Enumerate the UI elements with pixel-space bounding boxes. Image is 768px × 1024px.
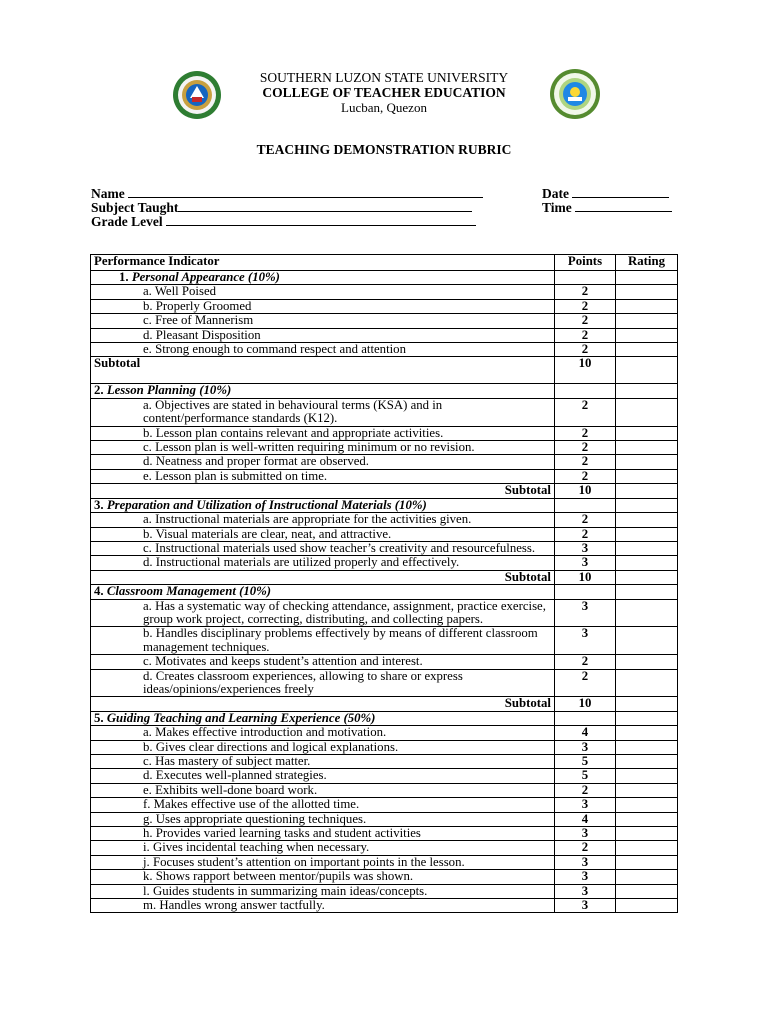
time-label: Time bbox=[542, 200, 572, 215]
indicator-points: 4 bbox=[555, 812, 616, 826]
category-title bbox=[91, 711, 555, 725]
indicator-text: a. Makes effective introduction and motivation. bbox=[91, 726, 555, 740]
category-title bbox=[91, 498, 555, 512]
subtotal-row bbox=[91, 357, 678, 384]
indicator-points: 2 bbox=[555, 343, 616, 357]
table-row bbox=[91, 769, 678, 783]
header-points: Points bbox=[555, 255, 616, 271]
category-points-cell bbox=[555, 711, 616, 725]
category-name: Lesson Planning (10%) bbox=[106, 383, 232, 398]
date-field[interactable] bbox=[542, 186, 669, 201]
indicator-text: a. Well Poised bbox=[91, 285, 555, 299]
college-name: COLLEGE OF TEACHER EDUCATION bbox=[262, 85, 506, 100]
indicator-text: c. Instructional materials used show teacher’s creativity and resourcefulness. bbox=[91, 541, 555, 555]
table-row bbox=[91, 398, 678, 426]
table-row bbox=[91, 426, 678, 440]
indicator-points: 3 bbox=[555, 740, 616, 754]
table-row bbox=[91, 841, 678, 855]
rating-cell[interactable] bbox=[616, 855, 678, 869]
indicator-points: 3 bbox=[555, 855, 616, 869]
subtotal-row bbox=[91, 484, 678, 498]
category-rating-cell[interactable] bbox=[616, 585, 678, 599]
grade-blank[interactable] bbox=[166, 214, 476, 226]
rating-cell[interactable] bbox=[616, 441, 678, 455]
indicator-points: 5 bbox=[555, 769, 616, 783]
category-points-cell bbox=[555, 498, 616, 512]
indicator-points: 4 bbox=[555, 726, 616, 740]
subtotal-row bbox=[91, 570, 678, 584]
category-number: 1. bbox=[119, 270, 129, 284]
category-title bbox=[91, 271, 555, 285]
rating-cell[interactable] bbox=[616, 527, 678, 541]
category-rating-cell[interactable] bbox=[616, 711, 678, 725]
grade-field[interactable] bbox=[91, 214, 476, 229]
category-row bbox=[91, 585, 678, 599]
rating-cell[interactable] bbox=[616, 740, 678, 754]
subtotal-rating-cell[interactable] bbox=[616, 570, 678, 584]
table-row bbox=[91, 855, 678, 869]
table-row bbox=[91, 812, 678, 826]
category-rating-cell[interactable] bbox=[616, 384, 678, 398]
date-blank[interactable] bbox=[572, 186, 669, 198]
indicator-points: 2 bbox=[555, 398, 616, 426]
location: Lucban, Quezon bbox=[341, 100, 427, 115]
rating-cell[interactable] bbox=[616, 899, 678, 913]
table-row bbox=[91, 441, 678, 455]
indicator-text: e. Strong enough to command respect and attention bbox=[91, 343, 555, 357]
indicator-text: a. Instructional materials are appropriate for the activities given. bbox=[91, 513, 555, 527]
table-row bbox=[91, 884, 678, 898]
rating-cell[interactable] bbox=[616, 798, 678, 812]
indicator-text: b. Properly Groomed bbox=[91, 299, 555, 313]
table-row bbox=[91, 783, 678, 797]
table-row bbox=[91, 870, 678, 884]
table-row bbox=[91, 469, 678, 483]
table-row bbox=[91, 299, 678, 313]
rating-cell[interactable] bbox=[616, 285, 678, 299]
indicator-points: 3 bbox=[555, 798, 616, 812]
category-points-cell bbox=[555, 271, 616, 285]
indicator-points: 2 bbox=[555, 669, 616, 697]
rating-cell[interactable] bbox=[616, 769, 678, 783]
rating-cell[interactable] bbox=[616, 328, 678, 342]
rubric-table bbox=[90, 254, 678, 913]
category-points-cell bbox=[555, 585, 616, 599]
indicator-points: 3 bbox=[555, 870, 616, 884]
indicator-text: c. Free of Mannerism bbox=[91, 314, 555, 328]
indicator-text: l. Guides students in summarizing main ideas/concepts. bbox=[91, 884, 555, 898]
indicator-points: 2 bbox=[555, 426, 616, 440]
rating-cell[interactable] bbox=[616, 556, 678, 570]
category-rating-cell[interactable] bbox=[616, 271, 678, 285]
table-row bbox=[91, 556, 678, 570]
rating-cell[interactable] bbox=[616, 455, 678, 469]
rating-cell[interactable] bbox=[616, 343, 678, 357]
subtotal-rating-cell[interactable] bbox=[616, 697, 678, 711]
subtotal-label: Subtotal bbox=[91, 697, 555, 711]
indicator-text: d. Creates classroom experiences, allowing to share or express ideas/opinions/experiences freely bbox=[91, 669, 555, 697]
indicator-text: m. Handles wrong answer tactfully. bbox=[91, 899, 555, 913]
indicator-points: 2 bbox=[555, 655, 616, 669]
header-performance-indicator: Performance Indicator bbox=[91, 255, 555, 271]
category-row bbox=[91, 384, 678, 398]
rating-cell[interactable] bbox=[616, 627, 678, 655]
table-row bbox=[91, 513, 678, 527]
rating-cell[interactable] bbox=[616, 541, 678, 555]
rating-cell[interactable] bbox=[616, 398, 678, 426]
table-row bbox=[91, 527, 678, 541]
table-row bbox=[91, 755, 678, 769]
document-header bbox=[0, 70, 768, 115]
subject-label: Subject Taught bbox=[91, 200, 179, 215]
rating-cell[interactable] bbox=[616, 513, 678, 527]
indicator-text: a. Objectives are stated in behavioural terms (KSA) and in content/performance standards (K12). bbox=[91, 398, 555, 426]
indicator-points: 2 bbox=[555, 299, 616, 313]
subtotal-row bbox=[91, 697, 678, 711]
indicator-points: 2 bbox=[555, 285, 616, 299]
subtotal-label: Subtotal bbox=[91, 484, 555, 498]
time-blank[interactable] bbox=[575, 200, 672, 212]
indicator-points: 2 bbox=[555, 841, 616, 855]
document-title: TEACHING DEMONSTRATION RUBRIC bbox=[256, 142, 512, 157]
subject-field[interactable] bbox=[91, 200, 472, 215]
table-row bbox=[91, 455, 678, 469]
table-row bbox=[91, 627, 678, 655]
subtotal-points: 10 bbox=[555, 484, 616, 498]
table-row bbox=[91, 343, 678, 357]
table-row bbox=[91, 285, 678, 299]
category-title bbox=[91, 585, 555, 599]
category-name: Preparation and Utilization of Instructional Materials (10%) bbox=[106, 497, 427, 512]
indicator-points: 3 bbox=[555, 627, 616, 655]
subtotal-rating-cell[interactable] bbox=[616, 357, 678, 384]
indicator-points: 2 bbox=[555, 783, 616, 797]
table-header-row bbox=[91, 255, 678, 271]
subtotal-label: Subtotal bbox=[91, 570, 555, 584]
category-row bbox=[91, 271, 678, 285]
indicator-text: b. Handles disciplinary problems effectively by means of different classroom management techniques. bbox=[91, 627, 555, 655]
indicator-text: b. Visual materials are clear, neat, and attractive. bbox=[91, 527, 555, 541]
table-row bbox=[91, 740, 678, 754]
indicator-points: 2 bbox=[555, 527, 616, 541]
table-row bbox=[91, 827, 678, 841]
subtotal-points: 10 bbox=[555, 570, 616, 584]
table-row bbox=[91, 798, 678, 812]
header-rating: Rating bbox=[616, 255, 678, 271]
indicator-points: 2 bbox=[555, 455, 616, 469]
category-points-cell bbox=[555, 384, 616, 398]
subtotal-rating-cell[interactable] bbox=[616, 484, 678, 498]
indicator-text: d. Executes well-planned strategies. bbox=[91, 769, 555, 783]
indicator-text: a. Has a systematic way of checking attendance, assignment, practice exercise, group work project, correcting, distributing, and collecting papers. bbox=[91, 599, 555, 627]
indicator-text: d. Pleasant Disposition bbox=[91, 328, 555, 342]
indicator-text: g. Uses appropriate questioning techniques. bbox=[91, 812, 555, 826]
table-row bbox=[91, 899, 678, 913]
indicator-points: 3 bbox=[555, 884, 616, 898]
indicator-text: e. Exhibits well-done board work. bbox=[91, 783, 555, 797]
category-row bbox=[91, 498, 678, 512]
name-blank[interactable] bbox=[128, 186, 483, 198]
indicator-points: 3 bbox=[555, 556, 616, 570]
table-row bbox=[91, 726, 678, 740]
subject-blank[interactable] bbox=[178, 200, 472, 212]
indicator-text: d. Neatness and proper format are observed. bbox=[91, 455, 555, 469]
indicator-text: b. Lesson plan contains relevant and appropriate activities. bbox=[91, 426, 555, 440]
indicator-points: 2 bbox=[555, 441, 616, 455]
name-field[interactable] bbox=[91, 186, 483, 201]
indicator-points: 2 bbox=[555, 328, 616, 342]
indicator-points: 5 bbox=[555, 755, 616, 769]
indicator-text: c. Lesson plan is well-written requiring minimum or no revision. bbox=[91, 441, 555, 455]
rating-cell[interactable] bbox=[616, 599, 678, 627]
indicator-points: 2 bbox=[555, 513, 616, 527]
category-row bbox=[91, 711, 678, 725]
rating-cell[interactable] bbox=[616, 827, 678, 841]
table-row bbox=[91, 669, 678, 697]
subtotal-label: Subtotal bbox=[91, 357, 555, 384]
indicator-text: j. Focuses student’s attention on important points in the lesson. bbox=[91, 855, 555, 869]
indicator-text: d. Instructional materials are utilized properly and effectively. bbox=[91, 556, 555, 570]
indicator-points: 3 bbox=[555, 541, 616, 555]
indicator-points: 3 bbox=[555, 827, 616, 841]
category-name: Guiding Teaching and Learning Experience (50%) bbox=[106, 710, 376, 725]
rating-cell[interactable] bbox=[616, 299, 678, 313]
date-label: Date bbox=[542, 186, 569, 201]
indicator-text: h. Provides varied learning tasks and student activities bbox=[91, 827, 555, 841]
rating-cell[interactable] bbox=[616, 755, 678, 769]
rating-cell[interactable] bbox=[616, 884, 678, 898]
indicator-text: c. Motivates and keeps student’s attention and interest. bbox=[91, 655, 555, 669]
rating-cell[interactable] bbox=[616, 726, 678, 740]
category-name: Personal Appearance (10%) bbox=[131, 270, 280, 284]
time-field[interactable] bbox=[542, 200, 672, 215]
category-number: 2. bbox=[94, 383, 104, 398]
rubric-body bbox=[91, 271, 678, 913]
indicator-text: k. Shows rapport between mentor/pupils was shown. bbox=[91, 870, 555, 884]
indicator-text: f. Makes effective use of the allotted time. bbox=[91, 798, 555, 812]
category-rating-cell[interactable] bbox=[616, 498, 678, 512]
category-title bbox=[91, 384, 555, 398]
table-row bbox=[91, 541, 678, 555]
table-row bbox=[91, 314, 678, 328]
table-row bbox=[91, 599, 678, 627]
indicator-points: 3 bbox=[555, 899, 616, 913]
name-label: Name bbox=[91, 186, 125, 201]
indicator-text: i. Gives incidental teaching when necessary. bbox=[91, 841, 555, 855]
rating-cell[interactable] bbox=[616, 669, 678, 697]
category-number: 3. bbox=[94, 497, 104, 512]
university-name: SOUTHERN LUZON STATE UNIVERSITY bbox=[259, 70, 509, 85]
subtotal-points: 10 bbox=[555, 697, 616, 711]
grade-label: Grade Level bbox=[91, 214, 163, 229]
rating-cell[interactable] bbox=[616, 426, 678, 440]
rating-cell[interactable] bbox=[616, 870, 678, 884]
category-number: 5. bbox=[94, 710, 104, 725]
rating-cell[interactable] bbox=[616, 469, 678, 483]
category-name: Classroom Management (10%) bbox=[106, 584, 272, 599]
indicator-points: 2 bbox=[555, 314, 616, 328]
indicator-text: e. Lesson plan is submitted on time. bbox=[91, 469, 555, 483]
indicator-text: c. Has mastery of subject matter. bbox=[91, 755, 555, 769]
table-row bbox=[91, 655, 678, 669]
rating-cell[interactable] bbox=[616, 655, 678, 669]
rating-cell[interactable] bbox=[616, 314, 678, 328]
indicator-text: b. Gives clear directions and logical explanations. bbox=[91, 740, 555, 754]
category-number: 4. bbox=[94, 584, 104, 599]
indicator-points: 3 bbox=[555, 599, 616, 627]
rating-cell[interactable] bbox=[616, 783, 678, 797]
table-row bbox=[91, 328, 678, 342]
rating-cell[interactable] bbox=[616, 812, 678, 826]
subtotal-points: 10 bbox=[555, 357, 616, 384]
indicator-points: 2 bbox=[555, 469, 616, 483]
rating-cell[interactable] bbox=[616, 841, 678, 855]
